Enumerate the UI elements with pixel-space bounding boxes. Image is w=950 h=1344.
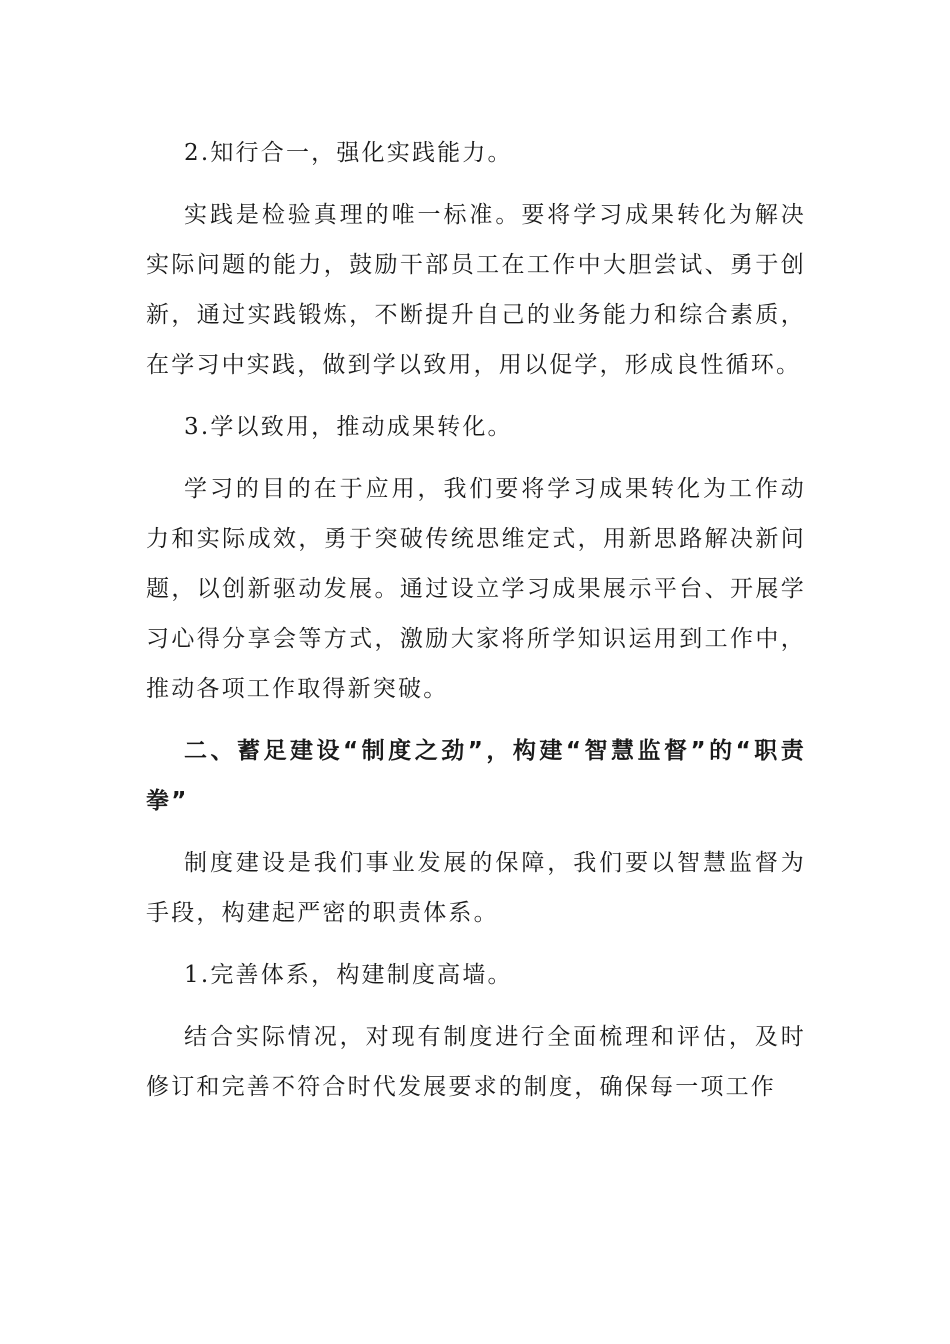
body-paragraph-practice: 实践是检验真理的唯一标准。要将学习成果转化为解决实际问题的能力，鼓励干部员工在工作中大胆尝试、勇于创新，通过实践锻炼，不断提升自己的业务能力和综合素质，在学习中实践，做到学以致用，用以促学，形成良性循环。	[146, 202, 806, 378]
body-paragraph-system-review: 结合实际情况，对现有制度进行全面梳理和评估，及时修订和完善不符合时代发展要求的制度，确保每一项工作	[146, 1024, 806, 1100]
section-heading-system-building: 二、蓄足建设“制度之劲”，构建“智慧监督”的“职责拳”	[146, 738, 806, 814]
subheading-knowledge-practice: 2.知行合一，强化实践能力。	[184, 140, 513, 166]
body-paragraph-application: 学习的目的在于应用，我们要将学习成果转化为工作动力和实际成效，勇于突破传统思维定式，用新思路解决新问题，以创新驱动发展。通过设立学习成果展示平台、开展学习心得分享会等方式，激励大家将所学知识运用到工作中，推动各项工作取得新突破。	[146, 476, 806, 702]
body-paragraph-system-intro: 制度建设是我们事业发展的保障，我们要以智慧监督为手段，构建起严密的职责体系。	[146, 850, 806, 926]
subheading-improve-system: 1.完善体系，构建制度高墙。	[184, 962, 513, 988]
document-page	[146, 128, 806, 1124]
subheading-apply-learning: 3.学以致用，推动成果转化。	[184, 414, 513, 440]
